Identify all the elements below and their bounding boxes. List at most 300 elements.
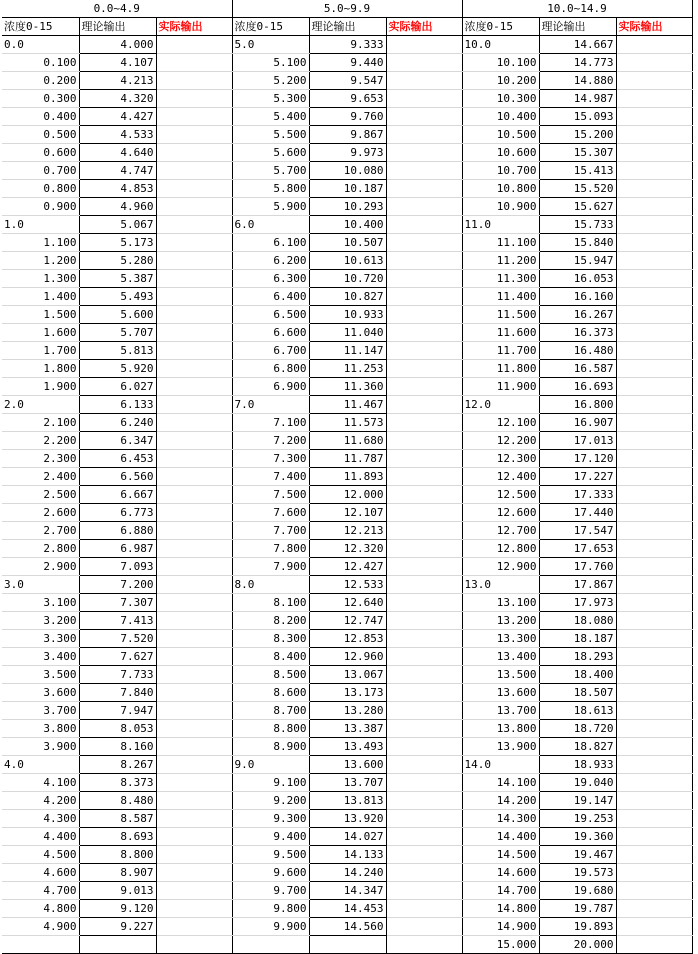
concentration-cell[interactable]: 7.200: [232, 432, 309, 450]
concentration-cell[interactable]: 13.100: [462, 594, 539, 612]
concentration-cell[interactable]: 4.900: [2, 918, 79, 936]
concentration-cell[interactable]: 2.800: [2, 540, 79, 558]
theoretical-output-cell[interactable]: 7.520: [79, 630, 156, 648]
theoretical-output-cell[interactable]: 15.307: [539, 144, 616, 162]
concentration-cell[interactable]: 1.600: [2, 324, 79, 342]
theoretical-output-cell[interactable]: 16.800: [539, 396, 616, 414]
concentration-cell[interactable]: 8.300: [232, 630, 309, 648]
theoretical-output-cell[interactable]: 4.427: [79, 108, 156, 126]
concentration-cell[interactable]: 11.300: [462, 270, 539, 288]
actual-output-cell[interactable]: [616, 810, 692, 828]
actual-output-cell[interactable]: [616, 306, 692, 324]
actual-output-cell[interactable]: [386, 90, 462, 108]
actual-output-cell[interactable]: [616, 378, 692, 396]
concentration-cell[interactable]: 11.500: [462, 306, 539, 324]
concentration-cell[interactable]: 3.0: [2, 576, 79, 594]
theoretical-output-cell[interactable]: 18.827: [539, 738, 616, 756]
actual-output-cell[interactable]: [386, 738, 462, 756]
theoretical-output-cell[interactable]: 8.800: [79, 846, 156, 864]
theoretical-output-cell[interactable]: 19.467: [539, 846, 616, 864]
concentration-cell[interactable]: 6.900: [232, 378, 309, 396]
concentration-cell[interactable]: 9.200: [232, 792, 309, 810]
concentration-cell[interactable]: 1.100: [2, 234, 79, 252]
actual-output-cell[interactable]: [156, 72, 232, 90]
actual-output-cell[interactable]: [616, 900, 692, 918]
empty-cell[interactable]: [79, 936, 156, 954]
actual-output-cell[interactable]: [156, 360, 232, 378]
actual-output-cell[interactable]: [386, 522, 462, 540]
theoretical-output-cell[interactable]: 17.013: [539, 432, 616, 450]
concentration-cell[interactable]: 4.700: [2, 882, 79, 900]
theoretical-output-cell[interactable]: 5.067: [79, 216, 156, 234]
theoretical-output-cell[interactable]: 4.533: [79, 126, 156, 144]
theoretical-output-cell[interactable]: 5.173: [79, 234, 156, 252]
theoretical-output-cell[interactable]: 10.080: [309, 162, 386, 180]
actual-output-cell[interactable]: [156, 648, 232, 666]
actual-output-cell[interactable]: [156, 234, 232, 252]
theoretical-output-cell[interactable]: 5.600: [79, 306, 156, 324]
concentration-cell[interactable]: 9.800: [232, 900, 309, 918]
concentration-cell[interactable]: 9.600: [232, 864, 309, 882]
actual-output-cell[interactable]: [616, 216, 692, 234]
theoretical-output-cell[interactable]: 11.680: [309, 432, 386, 450]
concentration-cell[interactable]: 5.400: [232, 108, 309, 126]
actual-output-cell[interactable]: [616, 882, 692, 900]
concentration-cell[interactable]: 8.800: [232, 720, 309, 738]
actual-output-cell[interactable]: [616, 792, 692, 810]
concentration-cell[interactable]: 3.100: [2, 594, 79, 612]
concentration-cell[interactable]: 2.300: [2, 450, 79, 468]
theoretical-output-cell[interactable]: 16.587: [539, 360, 616, 378]
actual-output-cell[interactable]: [386, 540, 462, 558]
actual-output-cell[interactable]: [156, 918, 232, 936]
concentration-cell[interactable]: 0.200: [2, 72, 79, 90]
concentration-cell[interactable]: 10.800: [462, 180, 539, 198]
actual-output-cell[interactable]: [616, 468, 692, 486]
theoretical-output-cell[interactable]: 6.453: [79, 450, 156, 468]
theoretical-output-cell[interactable]: 8.480: [79, 792, 156, 810]
actual-output-cell[interactable]: [616, 630, 692, 648]
actual-output-cell[interactable]: [616, 36, 692, 54]
concentration-cell[interactable]: 5.500: [232, 126, 309, 144]
theoretical-output-cell[interactable]: 4.320: [79, 90, 156, 108]
actual-output-cell[interactable]: [156, 774, 232, 792]
actual-output-cell[interactable]: [616, 288, 692, 306]
empty-cell[interactable]: [2, 936, 79, 954]
actual-output-cell[interactable]: [386, 360, 462, 378]
theoretical-output-cell[interactable]: 9.547: [309, 72, 386, 90]
concentration-cell[interactable]: 2.900: [2, 558, 79, 576]
actual-output-cell[interactable]: [386, 594, 462, 612]
actual-output-cell[interactable]: [386, 504, 462, 522]
actual-output-cell[interactable]: [616, 720, 692, 738]
concentration-cell[interactable]: 8.900: [232, 738, 309, 756]
theoretical-output-cell[interactable]: 10.827: [309, 288, 386, 306]
theoretical-output-cell[interactable]: 13.387: [309, 720, 386, 738]
concentration-cell[interactable]: 1.800: [2, 360, 79, 378]
theoretical-output-cell[interactable]: 9.333: [309, 36, 386, 54]
theoretical-output-cell[interactable]: 19.147: [539, 792, 616, 810]
actual-output-cell[interactable]: [616, 702, 692, 720]
actual-output-cell[interactable]: [386, 414, 462, 432]
concentration-cell[interactable]: 7.0: [232, 396, 309, 414]
theoretical-output-cell[interactable]: 6.667: [79, 486, 156, 504]
empty-cell[interactable]: [386, 936, 462, 954]
actual-output-cell[interactable]: [156, 306, 232, 324]
actual-output-cell[interactable]: [616, 234, 692, 252]
theoretical-output-cell[interactable]: 19.573: [539, 864, 616, 882]
concentration-cell[interactable]: 2.200: [2, 432, 79, 450]
concentration-cell[interactable]: 11.700: [462, 342, 539, 360]
empty-cell[interactable]: [309, 936, 386, 954]
theoretical-output-cell[interactable]: 10.187: [309, 180, 386, 198]
concentration-cell[interactable]: 4.300: [2, 810, 79, 828]
actual-output-cell[interactable]: [616, 756, 692, 774]
concentration-cell[interactable]: 4.200: [2, 792, 79, 810]
actual-output-cell[interactable]: [386, 252, 462, 270]
actual-output-cell[interactable]: [386, 576, 462, 594]
concentration-cell[interactable]: 8.500: [232, 666, 309, 684]
theoretical-output-cell[interactable]: 14.133: [309, 846, 386, 864]
actual-output-cell[interactable]: [156, 180, 232, 198]
concentration-cell[interactable]: 3.700: [2, 702, 79, 720]
empty-cell[interactable]: [232, 936, 309, 954]
concentration-cell[interactable]: 12.400: [462, 468, 539, 486]
actual-output-cell[interactable]: [386, 288, 462, 306]
theoretical-output-cell[interactable]: 14.453: [309, 900, 386, 918]
actual-output-cell[interactable]: [616, 504, 692, 522]
concentration-cell[interactable]: 12.200: [462, 432, 539, 450]
concentration-cell[interactable]: 13.600: [462, 684, 539, 702]
concentration-cell[interactable]: 12.600: [462, 504, 539, 522]
theoretical-output-cell[interactable]: 14.773: [539, 54, 616, 72]
actual-output-cell[interactable]: [156, 504, 232, 522]
theoretical-output-cell[interactable]: 14.027: [309, 828, 386, 846]
actual-output-cell[interactable]: [386, 684, 462, 702]
actual-output-cell[interactable]: [616, 648, 692, 666]
theoretical-output-cell[interactable]: 17.440: [539, 504, 616, 522]
theoretical-output-cell[interactable]: 15.627: [539, 198, 616, 216]
theoretical-output-cell[interactable]: 17.867: [539, 576, 616, 594]
theoretical-output-cell[interactable]: 18.613: [539, 702, 616, 720]
concentration-cell[interactable]: 5.600: [232, 144, 309, 162]
theoretical-output-cell[interactable]: 16.907: [539, 414, 616, 432]
theoretical-output-cell[interactable]: 7.093: [79, 558, 156, 576]
theoretical-output-cell[interactable]: 9.013: [79, 882, 156, 900]
theoretical-output-cell[interactable]: 15.840: [539, 234, 616, 252]
actual-output-cell[interactable]: [616, 738, 692, 756]
actual-output-cell[interactable]: [156, 630, 232, 648]
theoretical-output-cell[interactable]: 8.267: [79, 756, 156, 774]
theoretical-output-cell[interactable]: 14.347: [309, 882, 386, 900]
actual-output-cell[interactable]: [386, 234, 462, 252]
concentration-cell[interactable]: 7.700: [232, 522, 309, 540]
concentration-cell[interactable]: 9.500: [232, 846, 309, 864]
concentration-cell[interactable]: 6.0: [232, 216, 309, 234]
theoretical-output-cell[interactable]: 17.333: [539, 486, 616, 504]
theoretical-output-cell[interactable]: 17.973: [539, 594, 616, 612]
theoretical-output-cell[interactable]: 8.587: [79, 810, 156, 828]
theoretical-output-cell[interactable]: 4.960: [79, 198, 156, 216]
concentration-cell[interactable]: 7.300: [232, 450, 309, 468]
theoretical-output-cell[interactable]: 11.360: [309, 378, 386, 396]
concentration-cell[interactable]: 7.900: [232, 558, 309, 576]
concentration-cell[interactable]: 14.300: [462, 810, 539, 828]
theoretical-output-cell[interactable]: 17.760: [539, 558, 616, 576]
actual-output-cell[interactable]: [156, 126, 232, 144]
concentration-cell[interactable]: 12.700: [462, 522, 539, 540]
concentration-cell[interactable]: 11.200: [462, 252, 539, 270]
actual-output-cell[interactable]: [616, 198, 692, 216]
theoretical-output-cell[interactable]: 11.147: [309, 342, 386, 360]
actual-output-cell[interactable]: [616, 252, 692, 270]
actual-output-cell[interactable]: [616, 450, 692, 468]
theoretical-output-cell[interactable]: 11.893: [309, 468, 386, 486]
actual-output-cell[interactable]: [156, 810, 232, 828]
concentration-cell[interactable]: 10.200: [462, 72, 539, 90]
theoretical-output-cell[interactable]: 10.933: [309, 306, 386, 324]
theoretical-output-cell[interactable]: 7.947: [79, 702, 156, 720]
concentration-cell[interactable]: 10.600: [462, 144, 539, 162]
actual-output-cell[interactable]: [386, 342, 462, 360]
concentration-cell[interactable]: 1.300: [2, 270, 79, 288]
theoretical-output-cell[interactable]: 7.733: [79, 666, 156, 684]
actual-output-cell[interactable]: [616, 486, 692, 504]
actual-output-cell[interactable]: [156, 522, 232, 540]
concentration-cell[interactable]: 9.0: [232, 756, 309, 774]
concentration-cell[interactable]: 12.300: [462, 450, 539, 468]
theoretical-output-cell[interactable]: 20.000: [539, 936, 616, 954]
concentration-cell[interactable]: 5.900: [232, 198, 309, 216]
actual-output-cell[interactable]: [386, 882, 462, 900]
theoretical-output-cell[interactable]: 9.653: [309, 90, 386, 108]
concentration-cell[interactable]: 12.900: [462, 558, 539, 576]
actual-output-cell[interactable]: [386, 828, 462, 846]
concentration-cell[interactable]: 1.700: [2, 342, 79, 360]
actual-output-cell[interactable]: [156, 162, 232, 180]
theoretical-output-cell[interactable]: 5.707: [79, 324, 156, 342]
theoretical-output-cell[interactable]: 15.093: [539, 108, 616, 126]
concentration-cell[interactable]: 4.600: [2, 864, 79, 882]
theoretical-output-cell[interactable]: 4.853: [79, 180, 156, 198]
theoretical-output-cell[interactable]: 19.893: [539, 918, 616, 936]
actual-output-cell[interactable]: [156, 486, 232, 504]
actual-output-cell[interactable]: [156, 54, 232, 72]
actual-output-cell[interactable]: [156, 432, 232, 450]
theoretical-output-cell[interactable]: 16.267: [539, 306, 616, 324]
concentration-cell[interactable]: 6.400: [232, 288, 309, 306]
concentration-cell[interactable]: 0.300: [2, 90, 79, 108]
concentration-cell[interactable]: 6.200: [232, 252, 309, 270]
theoretical-output-cell[interactable]: 16.160: [539, 288, 616, 306]
concentration-cell[interactable]: 11.900: [462, 378, 539, 396]
theoretical-output-cell[interactable]: 13.173: [309, 684, 386, 702]
concentration-cell[interactable]: 12.500: [462, 486, 539, 504]
concentration-cell[interactable]: 5.300: [232, 90, 309, 108]
concentration-cell[interactable]: 8.700: [232, 702, 309, 720]
concentration-cell[interactable]: 2.400: [2, 468, 79, 486]
theoretical-output-cell[interactable]: 13.600: [309, 756, 386, 774]
actual-output-cell[interactable]: [386, 198, 462, 216]
theoretical-output-cell[interactable]: 18.080: [539, 612, 616, 630]
theoretical-output-cell[interactable]: 6.347: [79, 432, 156, 450]
concentration-cell[interactable]: 13.300: [462, 630, 539, 648]
theoretical-output-cell[interactable]: 7.840: [79, 684, 156, 702]
actual-output-cell[interactable]: [386, 648, 462, 666]
concentration-cell[interactable]: 4.400: [2, 828, 79, 846]
concentration-cell[interactable]: 7.800: [232, 540, 309, 558]
concentration-cell[interactable]: 0.100: [2, 54, 79, 72]
actual-output-cell[interactable]: [156, 846, 232, 864]
theoretical-output-cell[interactable]: 12.320: [309, 540, 386, 558]
actual-output-cell[interactable]: [616, 414, 692, 432]
theoretical-output-cell[interactable]: 10.613: [309, 252, 386, 270]
theoretical-output-cell[interactable]: 8.160: [79, 738, 156, 756]
theoretical-output-cell[interactable]: 16.373: [539, 324, 616, 342]
actual-output-cell[interactable]: [156, 450, 232, 468]
concentration-cell[interactable]: 9.900: [232, 918, 309, 936]
theoretical-output-cell[interactable]: 9.973: [309, 144, 386, 162]
actual-output-cell[interactable]: [156, 216, 232, 234]
theoretical-output-cell[interactable]: 8.693: [79, 828, 156, 846]
theoretical-output-cell[interactable]: 11.467: [309, 396, 386, 414]
theoretical-output-cell[interactable]: 12.960: [309, 648, 386, 666]
theoretical-output-cell[interactable]: 19.040: [539, 774, 616, 792]
concentration-cell[interactable]: 1.0: [2, 216, 79, 234]
actual-output-cell[interactable]: [156, 900, 232, 918]
actual-output-cell[interactable]: [386, 756, 462, 774]
theoretical-output-cell[interactable]: 11.040: [309, 324, 386, 342]
actual-output-cell[interactable]: [386, 162, 462, 180]
actual-output-cell[interactable]: [156, 684, 232, 702]
concentration-cell[interactable]: 6.600: [232, 324, 309, 342]
theoretical-output-cell[interactable]: 13.813: [309, 792, 386, 810]
concentration-cell[interactable]: 12.0: [462, 396, 539, 414]
actual-output-cell[interactable]: [156, 828, 232, 846]
theoretical-output-cell[interactable]: 12.533: [309, 576, 386, 594]
actual-output-cell[interactable]: [386, 846, 462, 864]
theoretical-output-cell[interactable]: 14.560: [309, 918, 386, 936]
theoretical-output-cell[interactable]: 15.200: [539, 126, 616, 144]
concentration-cell[interactable]: 2.100: [2, 414, 79, 432]
theoretical-output-cell[interactable]: 19.680: [539, 882, 616, 900]
theoretical-output-cell[interactable]: 12.427: [309, 558, 386, 576]
actual-output-cell[interactable]: [156, 594, 232, 612]
concentration-cell[interactable]: 0.700: [2, 162, 79, 180]
actual-output-cell[interactable]: [156, 252, 232, 270]
concentration-cell[interactable]: 6.800: [232, 360, 309, 378]
theoretical-output-cell[interactable]: 16.053: [539, 270, 616, 288]
theoretical-output-cell[interactable]: 10.400: [309, 216, 386, 234]
actual-output-cell[interactable]: [156, 720, 232, 738]
theoretical-output-cell[interactable]: 19.787: [539, 900, 616, 918]
concentration-cell[interactable]: 8.400: [232, 648, 309, 666]
actual-output-cell[interactable]: [386, 432, 462, 450]
concentration-cell[interactable]: 5.700: [232, 162, 309, 180]
concentration-cell[interactable]: 11.400: [462, 288, 539, 306]
concentration-cell[interactable]: 1.200: [2, 252, 79, 270]
concentration-cell[interactable]: 10.400: [462, 108, 539, 126]
theoretical-output-cell[interactable]: 19.360: [539, 828, 616, 846]
concentration-cell[interactable]: 10.0: [462, 36, 539, 54]
concentration-cell[interactable]: 0.800: [2, 180, 79, 198]
actual-output-cell[interactable]: [386, 450, 462, 468]
actual-output-cell[interactable]: [386, 126, 462, 144]
concentration-cell[interactable]: 3.300: [2, 630, 79, 648]
concentration-cell[interactable]: 10.700: [462, 162, 539, 180]
actual-output-cell[interactable]: [156, 396, 232, 414]
theoretical-output-cell[interactable]: 18.187: [539, 630, 616, 648]
concentration-cell[interactable]: 7.500: [232, 486, 309, 504]
actual-output-cell[interactable]: [156, 576, 232, 594]
actual-output-cell[interactable]: [616, 324, 692, 342]
theoretical-output-cell[interactable]: 5.813: [79, 342, 156, 360]
concentration-cell[interactable]: 9.300: [232, 810, 309, 828]
actual-output-cell[interactable]: [156, 198, 232, 216]
concentration-cell[interactable]: 14.200: [462, 792, 539, 810]
concentration-cell[interactable]: 1.900: [2, 378, 79, 396]
actual-output-cell[interactable]: [386, 108, 462, 126]
actual-output-cell[interactable]: [156, 414, 232, 432]
theoretical-output-cell[interactable]: 6.773: [79, 504, 156, 522]
theoretical-output-cell[interactable]: 14.240: [309, 864, 386, 882]
theoretical-output-cell[interactable]: 7.307: [79, 594, 156, 612]
concentration-cell[interactable]: 3.400: [2, 648, 79, 666]
actual-output-cell[interactable]: [616, 144, 692, 162]
actual-output-cell[interactable]: [386, 666, 462, 684]
actual-output-cell[interactable]: [616, 72, 692, 90]
theoretical-output-cell[interactable]: 6.133: [79, 396, 156, 414]
actual-output-cell[interactable]: [616, 936, 692, 954]
theoretical-output-cell[interactable]: 9.760: [309, 108, 386, 126]
actual-output-cell[interactable]: [616, 54, 692, 72]
concentration-cell[interactable]: 10.900: [462, 198, 539, 216]
concentration-cell[interactable]: 13.700: [462, 702, 539, 720]
theoretical-output-cell[interactable]: 16.480: [539, 342, 616, 360]
actual-output-cell[interactable]: [386, 792, 462, 810]
concentration-cell[interactable]: 8.600: [232, 684, 309, 702]
theoretical-output-cell[interactable]: 10.720: [309, 270, 386, 288]
theoretical-output-cell[interactable]: 13.493: [309, 738, 386, 756]
concentration-cell[interactable]: 4.500: [2, 846, 79, 864]
actual-output-cell[interactable]: [386, 630, 462, 648]
theoretical-output-cell[interactable]: 13.280: [309, 702, 386, 720]
actual-output-cell[interactable]: [156, 702, 232, 720]
concentration-cell[interactable]: 14.400: [462, 828, 539, 846]
actual-output-cell[interactable]: [616, 126, 692, 144]
actual-output-cell[interactable]: [156, 288, 232, 306]
actual-output-cell[interactable]: [616, 360, 692, 378]
actual-output-cell[interactable]: [156, 144, 232, 162]
concentration-cell[interactable]: 14.500: [462, 846, 539, 864]
actual-output-cell[interactable]: [616, 432, 692, 450]
actual-output-cell[interactable]: [156, 738, 232, 756]
theoretical-output-cell[interactable]: 5.920: [79, 360, 156, 378]
concentration-cell[interactable]: 13.900: [462, 738, 539, 756]
theoretical-output-cell[interactable]: 12.640: [309, 594, 386, 612]
actual-output-cell[interactable]: [156, 558, 232, 576]
concentration-cell[interactable]: 14.0: [462, 756, 539, 774]
theoretical-output-cell[interactable]: 5.387: [79, 270, 156, 288]
actual-output-cell[interactable]: [616, 540, 692, 558]
theoretical-output-cell[interactable]: 4.000: [79, 36, 156, 54]
actual-output-cell[interactable]: [156, 882, 232, 900]
concentration-cell[interactable]: 3.600: [2, 684, 79, 702]
theoretical-output-cell[interactable]: 9.440: [309, 54, 386, 72]
actual-output-cell[interactable]: [156, 864, 232, 882]
concentration-cell[interactable]: 5.0: [232, 36, 309, 54]
concentration-cell[interactable]: 0.900: [2, 198, 79, 216]
